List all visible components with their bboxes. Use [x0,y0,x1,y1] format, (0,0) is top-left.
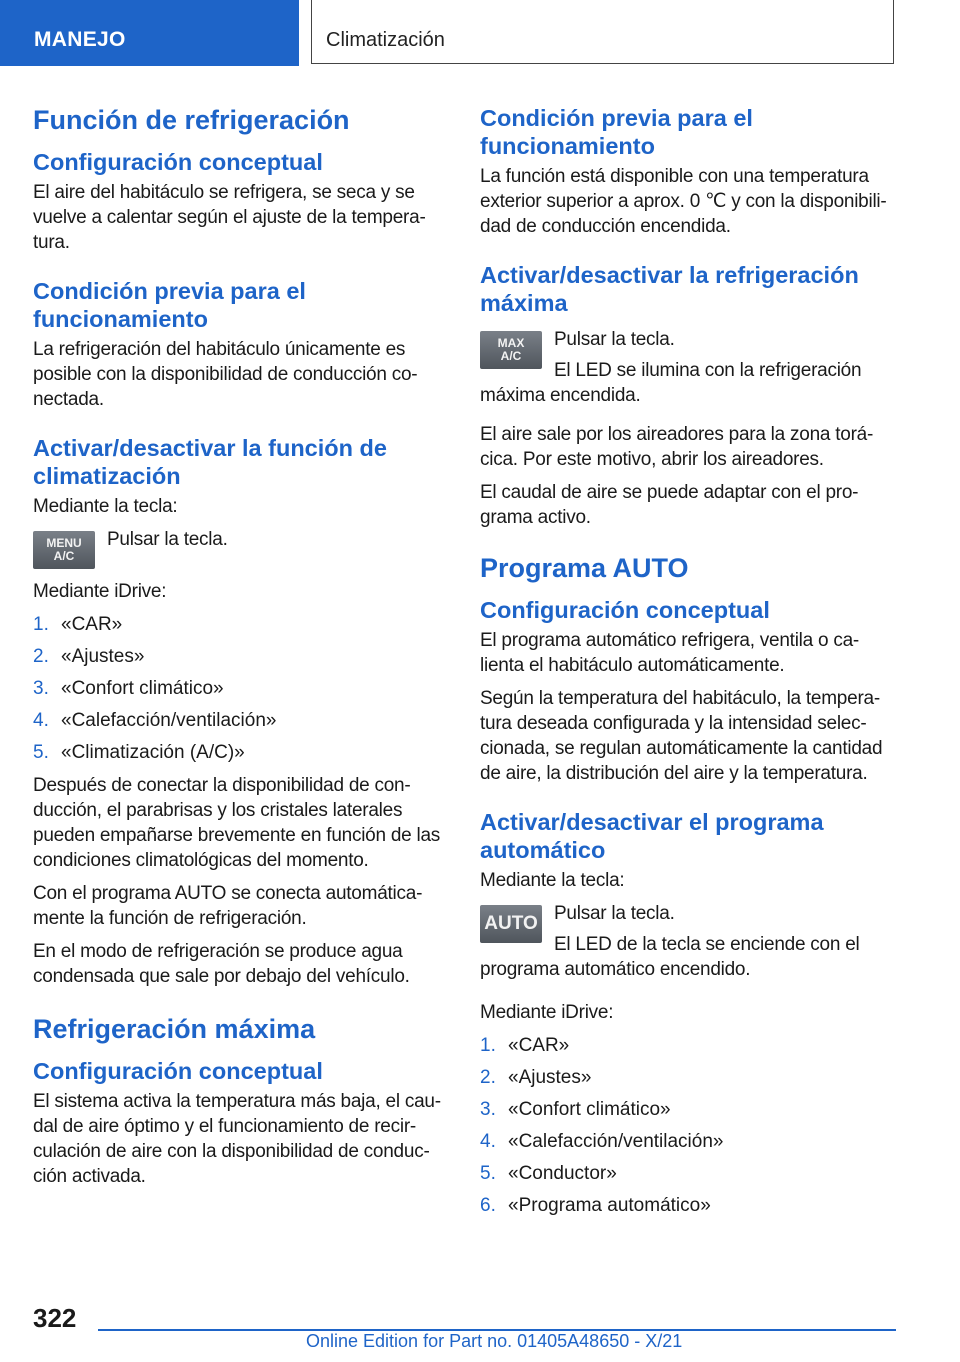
paragraph-precondition: La refrigeración del habitáculo únicamente es posible con la disponibilidad de conducción co‑ nectada. [33,339,418,410]
list-item [480,1193,900,1218]
list-number: 2. [480,1067,496,1088]
paragraph-precondition-max: La función está disponible con una temperatura exterior superior a aprox. 0 ℃ y con la disponibili‑ dad de conducción encendida. [480,166,887,237]
paragraph-via-key: Mediante la tecla: [480,870,625,891]
list-item [33,612,453,637]
paragraph-after-3: En el modo de refrigeración se produce agua condensada que sale por debajo del vehículo. [33,941,410,987]
list-item [33,708,453,733]
list-item [480,1033,900,1058]
heading-max-cooling: Refrigeración máxima [33,1014,316,1044]
list-item [33,740,453,765]
paragraph-air-2: El caudal de aire se puede adaptar con el pro‑ grama activo. [480,482,859,528]
list-text: «Conductor» [508,1163,617,1184]
section-title: MANEJO [34,28,126,51]
list-item [480,1065,900,1090]
heading-precondition: Condición previa para el funcionamiento [33,278,306,332]
menu-ac-key-icon [33,531,95,569]
key-label: AUTO [484,913,538,934]
section-tab [0,0,299,66]
list-number: 5. [33,742,49,763]
paragraph-auto-2: Según la temperatura del habitáculo, la tempera‑ tura deseada configurada y la intensidad selec‑ cionada, se regulan automáticamente la cantidad de aire, la distribución del aire y la temperatura. [480,688,883,784]
list-number: 2. [33,646,49,667]
list-number: 1. [33,614,49,635]
idrive-steps-list [480,1033,900,1218]
list-text: «Confort climático» [508,1099,671,1120]
paragraph-after-2: Con el programa AUTO se conecta automática‑ mente la función de refrigeración. [33,883,423,929]
paragraph-auto-1: El programa automático refrigera, ventila o ca‑ lienta el habitáculo automáticamente. [480,630,859,676]
paragraph-via-idrive: Mediante iDrive: [480,1002,614,1023]
list-number: 4. [33,710,49,731]
list-text: «Ajustes» [508,1067,592,1088]
list-item [480,1129,900,1154]
paragraph-press-key: Pulsar la tecla. [554,903,675,924]
list-number: 1. [480,1035,496,1056]
heading-precondition-max: Condición previa para el funcionamiento [480,105,753,159]
heading-toggle-max: Activar/desactivar la refrigeración máxima [480,262,859,316]
heading-toggle-auto: Activar/desactivar el programa automático [480,809,824,863]
paragraph-led-auto: El LED de la tecla se enciende con el programa automático encendido. [480,934,860,980]
heading-auto-concept: Configuración conceptual [480,597,770,623]
paragraph-via-idrive: Mediante iDrive: [33,581,167,602]
list-number: 4. [480,1131,496,1152]
list-text: «Climatización (A/C)» [61,742,245,763]
list-text: «Programa automático» [508,1195,711,1216]
list-text: «Calefacción/ventilación» [61,710,277,731]
key-instruction-max [480,327,900,414]
list-number: 5. [480,1163,496,1184]
key-label-bottom: A/C [53,549,75,563]
list-number: 6. [480,1195,496,1216]
list-number: 3. [33,678,49,699]
auto-key-icon [480,905,542,943]
left-column [33,96,453,1197]
list-item [33,676,453,701]
paragraph-max-concept: El sistema activa la temperatura más baja, el cau‑ dal de aire óptimo y el funcionamiento de recir‑ culación de aire con la disponibilidad de conduc‑ ción activada. [33,1091,441,1187]
list-text: «Confort climático» [61,678,224,699]
heading-max-concept: Configuración conceptual [33,1058,323,1084]
heading-concept: Configuración conceptual [33,149,323,175]
list-text: «CAR» [61,614,123,635]
paragraph-concept: El aire del habitáculo se refrigera, se seca y se vuelve a calentar según el ajuste de la tempera‑ tura. [33,182,426,253]
list-text: «CAR» [508,1035,570,1056]
list-text: «Calefacción/ventilación» [508,1131,724,1152]
key-instruction-auto [480,901,900,988]
paragraph-via-key: Mediante la tecla: [33,496,178,517]
paragraph-after-1: Después de conectar la disponibilidad de con‑ ducción, el parabrisas y los cristales laterales pueden empañarse brevemente en función de las condiciones climatológicas del momento. [33,775,441,871]
key-label-top: MAX [497,336,525,350]
list-item [480,1097,900,1122]
chapter-title: Climatización [326,29,445,51]
page-number: 322 [33,1303,77,1333]
max-ac-key-icon [480,331,542,369]
idrive-steps-list [33,612,453,765]
list-item [33,644,453,669]
key-label-top: MENU [46,536,82,550]
paragraph-led-max: El LED se ilumina con la refrigeración máxima encendida. [480,360,862,406]
chapter-tab [311,0,894,64]
list-number: 3. [480,1099,496,1120]
heading-toggle-ac: Activar/desactivar la función de climatización [33,435,387,489]
right-column [480,96,900,1226]
key-instruction-menu [33,527,453,573]
list-item [480,1161,900,1186]
footer-edition: Online Edition for Part no. 01405A48650 - X/21 [306,1331,683,1351]
key-label-bottom: A/C [500,349,522,363]
heading-cooling-function: Función de refrigeración [33,105,350,135]
heading-auto-program: Programa AUTO [480,553,689,583]
paragraph-press-key: Pulsar la tecla. [107,529,228,550]
paragraph-air-1: El aire sale por los aireadores para la zona torá‑ cica. Por este motivo, abrir los aireadores. [480,424,874,470]
paragraph-press-key: Pulsar la tecla. [554,329,675,350]
list-text: «Ajustes» [61,646,145,667]
